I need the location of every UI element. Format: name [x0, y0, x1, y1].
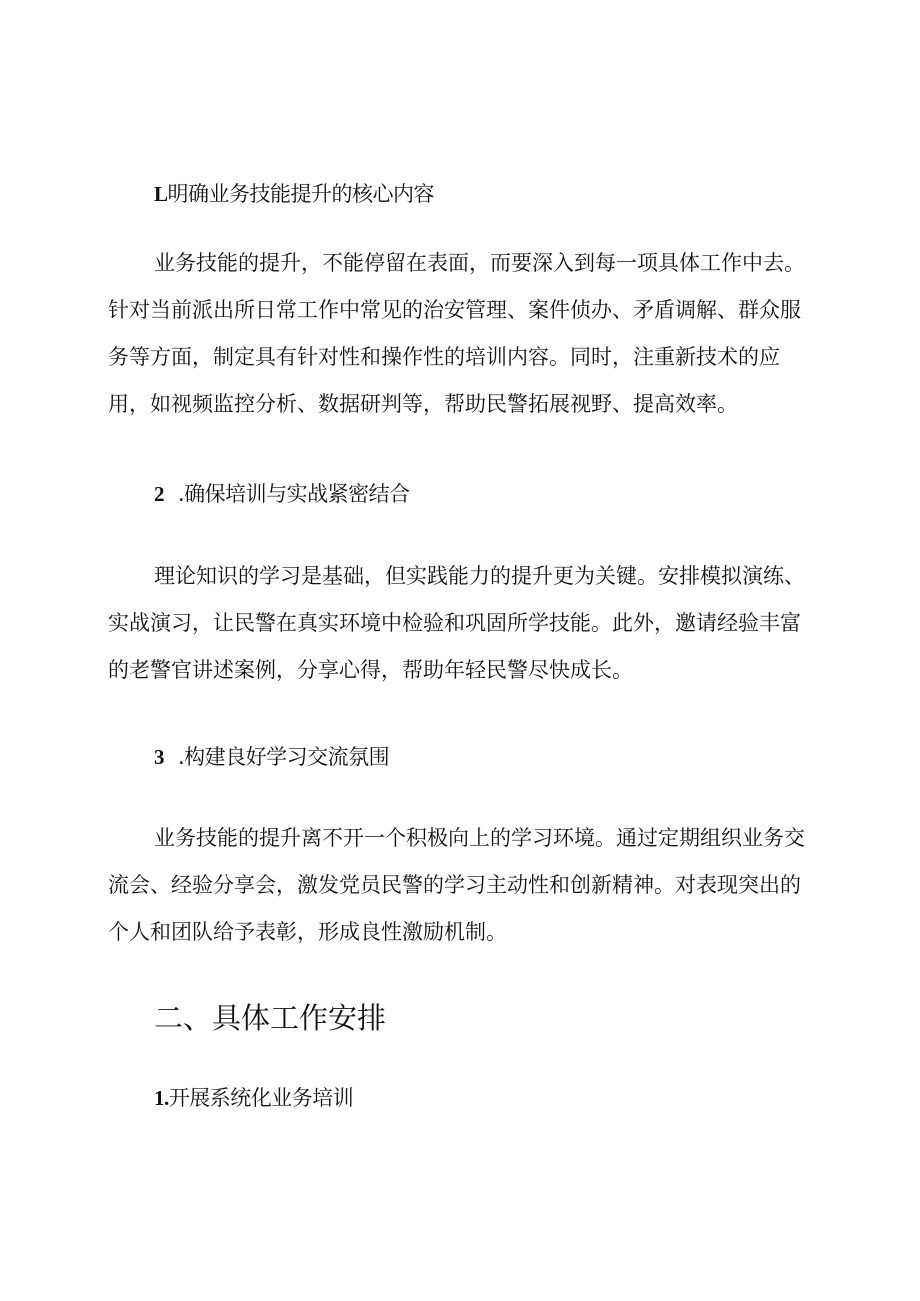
paragraph-line: 的老警官讲述案例，分享心得，帮助年轻民警尽快成长。 — [108, 658, 633, 682]
section-heading-number: L — [154, 182, 168, 206]
paragraph-line: 业务技能的提升，不能停留在表面，而要深入到每一项具体工作中去。 — [154, 251, 805, 275]
paragraph-line: 实战演习，让民警在真实环境中检验和巩固所学技能。此外，邀请经验丰富 — [108, 611, 801, 635]
paragraph-line: 理论知识的学习是基础，但实践能力的提升更为关键。安排模拟演练、 — [154, 564, 805, 588]
subheading-text: 开展系统化业务培训 — [168, 1086, 354, 1110]
section-paragraph-1 — [108, 240, 828, 428]
section-paragraph-3 — [108, 815, 828, 956]
section-heading-number: 2 — [154, 482, 164, 506]
section-heading-text: .构建良好学习交流氛围 — [178, 745, 390, 769]
paragraph-line: 业务技能的提升离不开一个积极向上的学习环境。通过定期组织业务交 — [154, 826, 805, 850]
chapter-heading: 二、具体工作安排 — [154, 1001, 387, 1035]
section-paragraph-2 — [108, 553, 828, 694]
section-heading-3 — [154, 744, 389, 770]
section-heading-2 — [154, 481, 410, 507]
section-heading-text: .确保培训与实战紧密结合 — [178, 482, 410, 506]
section-heading-text: 明确业务技能提升的核心内容 — [167, 182, 435, 206]
paragraph-line: 针对当前派出所日常工作中常见的治安管理、案件侦办、矛盾调解、群众服 — [108, 298, 801, 322]
section-heading-number: 3 — [154, 745, 164, 769]
paragraph-line: 用，如视频监控分析、数据研判等，帮助民警拓展视野、提高效率。 — [108, 392, 738, 416]
section-heading-1 — [154, 181, 434, 207]
paragraph-line: 个人和团队给予表彰，形成良性激励机制。 — [108, 920, 507, 944]
paragraph-line: 务等方面，制定具有针对性和操作性的培训内容。同时，注重新技术的应 — [108, 345, 780, 369]
paragraph-line: 流会、经验分享会，激发党员民警的学习主动性和创新精神。对表现突出的 — [108, 873, 801, 897]
subheading — [154, 1085, 353, 1111]
subheading-number: 1. — [154, 1086, 169, 1110]
